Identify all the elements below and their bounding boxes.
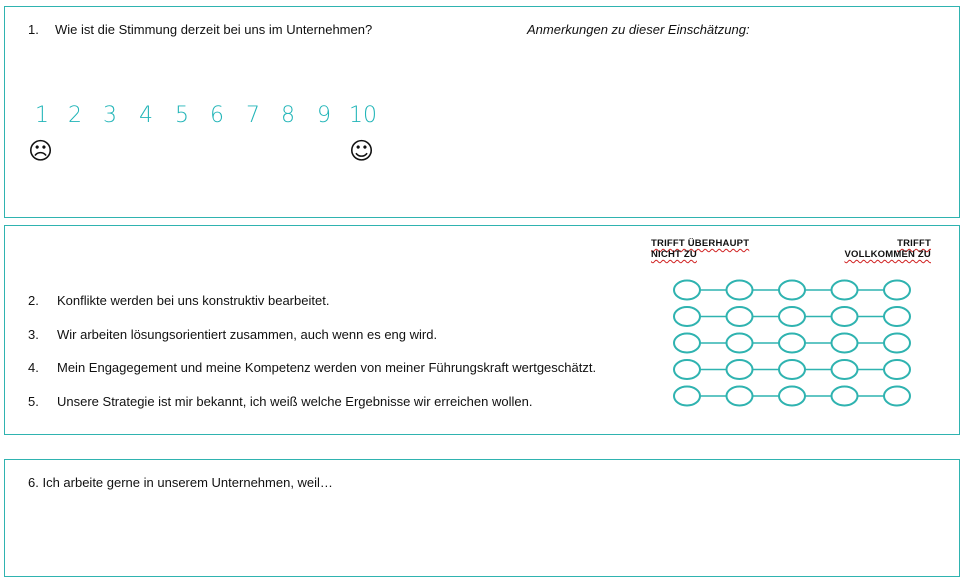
question-1-number: 1. <box>28 22 39 37</box>
statement-4-number: 4. <box>28 360 39 375</box>
scale-5[interactable]: 5 <box>175 103 189 128</box>
scale-8[interactable]: 8 <box>281 103 295 128</box>
scale-7[interactable]: 7 <box>246 103 260 128</box>
question-6-panel <box>4 459 960 577</box>
scale-3[interactable]: 3 <box>103 103 117 128</box>
rating-option-r2-c5[interactable] <box>884 307 910 326</box>
scale-2[interactable]: 2 <box>68 103 82 128</box>
rating-grid <box>665 276 915 416</box>
rating-option-r2-c3[interactable] <box>779 307 805 326</box>
rating-option-r1-c3[interactable] <box>779 281 805 300</box>
sad-face-icon: ☹ <box>28 137 54 165</box>
rating-option-r2-c1[interactable] <box>674 307 700 326</box>
rating-option-r3-c4[interactable] <box>832 334 858 353</box>
rating-option-r3-c1[interactable] <box>674 334 700 353</box>
rating-option-r5-c3[interactable] <box>779 387 805 406</box>
happy-face-icon: ☺ <box>349 137 375 165</box>
statement-3-number: 3. <box>28 327 39 342</box>
scale-9[interactable]: 9 <box>317 103 331 128</box>
rating-option-r4-c5[interactable] <box>884 360 910 379</box>
question-6-text: 6. Ich arbeite gerne in unserem Unternehmen, weil… <box>28 475 333 490</box>
header-not-at-all: TRIFFT ÜBERHAUPT NICHT ZU <box>651 238 750 260</box>
rating-option-r3-c5[interactable] <box>884 334 910 353</box>
rating-option-r2-c2[interactable] <box>727 307 753 326</box>
rating-option-r5-c4[interactable] <box>832 387 858 406</box>
scale-10[interactable]: 10 <box>349 103 377 128</box>
rating-option-r1-c4[interactable] <box>832 281 858 300</box>
rating-option-r4-c1[interactable] <box>674 360 700 379</box>
rating-option-r1-c2[interactable] <box>727 281 753 300</box>
rating-option-r2-c4[interactable] <box>832 307 858 326</box>
rating-option-r4-c2[interactable] <box>727 360 753 379</box>
question-1-text: Wie ist die Stimmung derzeit bei uns im Unternehmen? <box>55 22 373 37</box>
statement-5-text: Unsere Strategie ist mir bekannt, ich weiß welche Ergebnisse wir erreichen wollen. <box>57 394 533 409</box>
rating-option-r3-c3[interactable] <box>779 334 805 353</box>
rating-option-r4-c3[interactable] <box>779 360 805 379</box>
question-1-panel <box>4 6 960 218</box>
statement-2-text: Konflikte werden bei uns konstruktiv bearbeitet. <box>57 293 330 308</box>
rating-option-r1-c1[interactable] <box>674 281 700 300</box>
statement-2-number: 2. <box>28 293 39 308</box>
scale-6[interactable]: 6 <box>210 103 224 128</box>
rating-option-r5-c5[interactable] <box>884 387 910 406</box>
rating-option-r1-c5[interactable] <box>884 281 910 300</box>
notes-label: Anmerkungen zu dieser Einschätzung: <box>527 22 750 37</box>
rating-option-r5-c2[interactable] <box>727 387 753 406</box>
header-completely: TRIFFT VOLLKOMMEN ZU <box>844 238 931 260</box>
rating-option-r4-c4[interactable] <box>832 360 858 379</box>
rating-option-r3-c2[interactable] <box>727 334 753 353</box>
statement-3-text: Wir arbeiten lösungsorientiert zusammen, auch wenn es eng wird. <box>57 327 438 342</box>
scale-4[interactable]: 4 <box>139 103 153 128</box>
rating-option-r5-c1[interactable] <box>674 387 700 406</box>
scale-1[interactable]: 1 <box>35 103 49 128</box>
rating-panel <box>4 225 960 435</box>
statement-4-text: Mein Engagegement und meine Kompetenz werden von meiner Führungskraft wertgeschätzt. <box>57 360 597 375</box>
statement-5-number: 5. <box>28 394 39 409</box>
